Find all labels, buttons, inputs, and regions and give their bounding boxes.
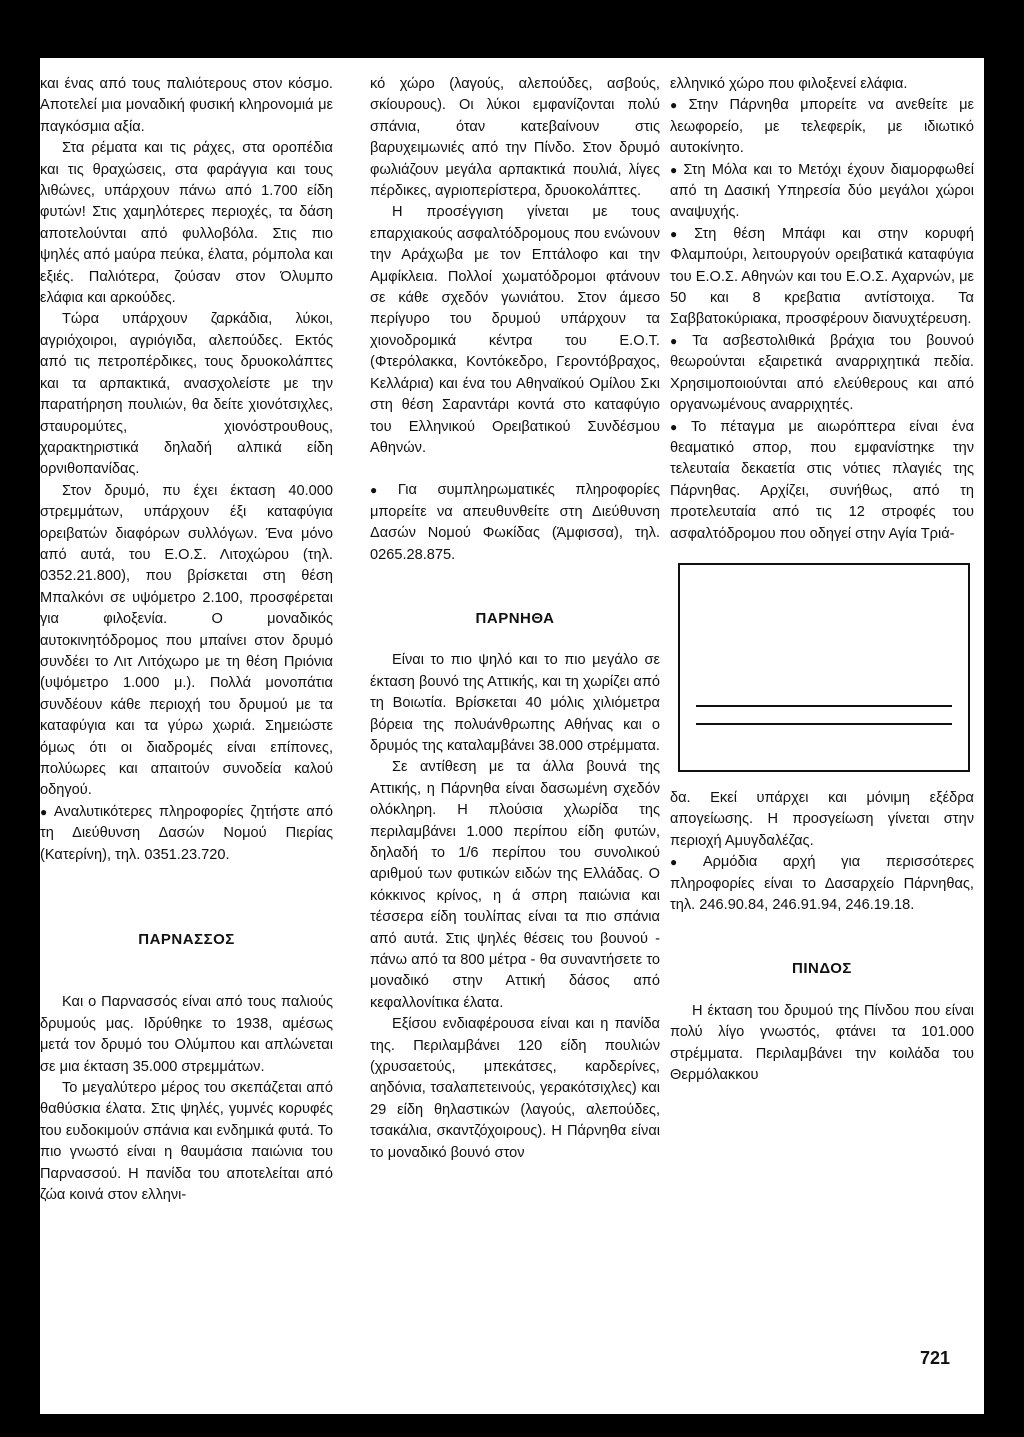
- paragraph: Και ο Παρνασσός είναι από τους παλιούς δρυμούς μας. Ιδρύθηκε το 1938, αμέσως μετά τον δρυμό του Ολύμπου και απλώνεται σε μια έκταση 35.000 στρεμμάτων.: [40, 994, 333, 1075]
- bullet-icon: ●: [370, 483, 394, 498]
- bullet-text: Το πέταγμα με αιωρόπτερα είναι ένα θεαματικό σπορ, που εμφανίστηκε την τελευταία δεκαετία στις νότιες πλαγιές της Πάρνηθας. Αρχίζει, συνήθως, από τη προτελευταία από τις 12 στροφές του ασφαλτόδρομου που οδηγεί στην Αγία Τριά-: [670, 418, 975, 542]
- paragraph: Είναι το πιο ψηλό και το πιο μεγάλο σε έκταση βουνό της Αττικής, και τη χωρίζει από τη Βοιωτία. Βρίσκεται 40 μόλις χιλιόμετρα βόρεια της πολυάνθρωπης Αθήνας και ο δρυμός της καταλαμβάνει 38.000 στρέμματα.: [370, 652, 661, 754]
- bullet-item: [670, 95, 974, 159]
- bullet-item: [370, 480, 660, 566]
- bullet-item: [40, 802, 333, 866]
- bullet-item: [670, 160, 974, 224]
- bullet-text: Για συμπληρωματικές πληροφορίες μπορείτε να απευθυνθείτε στη Διεύθυνση Δασών Νομού Φωκίδας (Άμφισσα), τηλ. 0265.28.875.: [370, 482, 660, 563]
- frame-rule: [696, 705, 952, 707]
- bullet-icon: ●: [670, 333, 689, 348]
- paragraph: Το μεγαλύτερο μέρος του σκεπάζεται από θαθύσκια έλατα. Στις ψηλές, γυμνές κορυφές του ευδοκιμούν σπάνια και ενδημικά φυτά. Το πιο γνωστό είναι η θαυμάσια παιώνια του Παρνασσού. Η πανίδα του αποτελείται από ζώα κοινά στον ελληνι-: [40, 1080, 333, 1204]
- paragraph: Στον δρυμό, πυ έχει έκταση 40.000 στρεμμάτων, υπάρχουν έξι καταφύγια ορειβατών διαφόρων συλλόγων. Ένα μόνο από αυτά, του Ε.Ο.Σ. Λιτοχώρου (τηλ. 0352.21.800), που βρίσκεται στη θέση Μπαλκόνι σε υψόμετρο 2.100, προσφέρεται για φιλοξενία. Ο μοναδικός αυτοκινητόδρομος που μπαίνει στον δρυμό συνδέει το Λιτ Λιτόχωρο με τη θέση Πριόνια (υψόμετρο 1.000 μ.). Πολλά μονοπάτια συνδέουν κάθε περιοχή του δρυμού με τα καταφύγια και τα γύρω χωριά. Σημειώστε όμως ότι οι διαδρομές είναι επίπονες, πολύωρες και απαιτούν συνοδεία καλού οδηγού.: [40, 482, 333, 799]
- bullet-icon: ●: [670, 98, 685, 113]
- bullet-text: Τα ασβεστολιθικά βράχια του βουνού θεωρούνται εξαιρετικά αναρριχητικά πεδία. Χρησιμοποιούνται από ελεύθερους και από οργανωμένους αναρριχητές.: [670, 332, 975, 414]
- paragraph: Εξίσου ενδιαφέρουσα είναι και η πανίδα της. Περιλαμβάνει 120 είδη πουλιών (χρυσαετούς, μπεκάτσες, καρδερίνες, αηδόνια, τσαλαπετεινούς, γερακότσιχλες) και 29 είδη θηλαστικών (λαγούς, αλεπούδες, τσακάλια, σκαντζόχοιρους). Η Πάρνηθα είναι το μοναδικό βουνό στον: [370, 1016, 660, 1161]
- paragraph: Σε αντίθεση με τα άλλα βουνά της Αττικής, η Πάρνηθα είναι δασωμένη σχεδόν ολόκληρη. Η πλούσια χλωρίδα της περιλαμβάνει 1.000 περίπου είδη φυτών, δηλαδή το 1/6 περίπου του συνολικού αριθμού των φυτικών ειδών της Ελλάδας. Ο κόκκινος κρίνος, η ά σπρη παιώνια και τέσσερα είδη τουλίπας είναι τα πιο σπάνια από αυτά. Στις ψηλές θέσεις του βουνού - πάνω από τα 800 μέτρα - θα συναντήσετε το μοναδικό στην Αττική δάσος από κεφαλλονίτικα έλατα.: [370, 759, 660, 1011]
- bullet-icon: ●: [670, 162, 680, 177]
- frame-rule: [696, 723, 952, 725]
- text-panel: [40, 58, 984, 1414]
- bullet-item: [670, 417, 974, 545]
- section-heading-parnassos: ΠΑΡΝΑΣΣΟΣ: [138, 931, 235, 949]
- bullet-text: Στη θέση Μπάφι και στην κορυφή Φλαμπούρι, λειτουργούν ορειβατικά καταφύγια του Ε.Ο.Σ. Αθηνών και του Ε.Ο.Σ. Αχαρνών, με 50 και 8 κρεβατια αντίστοιχα. Τα Σαββατοκύριακα, προσφέρουν διανυχτέρευση.: [670, 225, 975, 328]
- bullet-text: Αναλυτικότερες πληροφορίες ζητήστε από τη Διεύθυνση Δασών Νομού Πιερίας (Κατερίνη), τηλ. 0351.23.720.: [40, 803, 333, 863]
- column-left: [40, 74, 333, 1207]
- paragraph: και ένας από τους παλιότερους στον κόσμο. Αποτελεί μια μοναδική φυσική κληρονομιά με παγκόσμια αξία.: [40, 76, 333, 135]
- bullet-item: [670, 224, 974, 331]
- page-number: 721: [920, 1348, 951, 1368]
- section-heading-parnitha: ΠΑΡΝΗΘΑ: [475, 609, 555, 627]
- section-heading-pindos: ΠΙΝΔΟΣ: [792, 960, 852, 978]
- bullet-text: Στη Μόλα και το Μετόχι έχουν διαμορφωθεί από τη Δασική Υπηρεσία δύο μεγάλοι χώροι αναψυχής.: [670, 161, 974, 221]
- paragraph: ελληνικό χώρο που φιλοξενεί ελάφια.: [670, 76, 908, 92]
- column-middle: [370, 74, 660, 1164]
- bullet-icon: ●: [670, 419, 687, 434]
- paragraph: Τώρα υπάρχουν ζαρκάδια, λύκοι, αγριόχοιροι, αγριόγιδα, αλεπούδες. Εκτός από τις πετροπέρδικες, τους δρυοκολάπτες και τα αρπακτικά, ανασχολείστε με την παρατήρηση πουλιών, θα δείτε χιονότσιχλες, σταυρομύτες, χιονόστρουθους, χαρακτηριστικά δηλαδή αλπικά είδη ορνιθοπανίδας.: [40, 311, 333, 478]
- paragraph: Στα ρέματα και τις ράχες, στα οροπέδια και τις θραχώσεις, στα φαράγγια και τους λιθώνες, υπάρχουν πάνω από 1.700 είδη φυτών! Στις χαμηλότερες περιοχές, τα δάση αποτελούνται από φυλλοβόλα. Στις πιο ψηλές από μαύρα πεύκα, έλατα, ρόμπολα και εξιές. Παλιότερα, ζούσαν στον Όλυμπο ελάφια και αρκούδες.: [40, 140, 333, 307]
- image-placeholder-frame: [678, 563, 970, 772]
- paragraph: Η έκταση του δρυμού της Πίνδου που είναι πολύ λίγο γνωστός, φτάνει τα 101.000 στρέμματα. Περιλαμβάνει την κοιλάδα του Θερμόλακκου: [670, 1002, 974, 1083]
- paragraph: κό χώρο (λαγούς, αλεπούδες, ασβούς, σκίουρους). Οι λύκοι εμφανίζονται πολύ σπάνια, όταν κατεβαίνουν στις βαρυχειμωνιές από την Πίνδο. Στον δρυμό φωλιάζουν μεγάλα αρπακτικά πουλιά, λίγες πέρδικες, αγριοπερίστερα, δρυοκολάπτες.: [370, 76, 660, 200]
- bullet-icon: ●: [40, 804, 50, 819]
- bullet-text: Στην Πάρνηθα μπορείτε να ανεθείτε με λεωφορείο, με τελεφερίκ, με ιδιωτικό αυτοκίνητο.: [670, 97, 975, 157]
- bullet-icon: ●: [670, 226, 691, 241]
- paragraph: δα. Εκεί υπάρχει και μόνιμη εξέδρα απογείωσης. Η προσγείωση γίνεται στην περιοχή Αμυγδαλέζας.: [670, 789, 974, 849]
- paragraph: Η προσέγγιση γίνεται με τους επαρχιακούς ασφαλτόδρομους που ενώνουν την Αράχωβα με τον Επτάλοφο και την Αμφίκλεια. Πολλοί χωματόδρομοι φτάνουν σε κάθε σχεδόν γωνιάτου. Στον άμεσο περίγυρο του δρυμού υπάρχουν τα χιονοδρομικά κέντρα του Ε.Ο.Τ. (Φτερόλακκα, Κοντόκεδρο, Γεροντόβραχος, Κελλάρια) και ένα του Αθηναϊκού Ομίλου Σκι στη θέση Σαραντάρι κοντά στο καταφύγιο του Ελληνικού Ορειβατικού Συνδέσμου Αθηνών.: [370, 204, 660, 456]
- bullet-item: [670, 852, 974, 916]
- bullet-icon: ●: [670, 855, 699, 870]
- bullet-item: [670, 331, 974, 417]
- column-right: [670, 74, 974, 1086]
- bullet-text: Αρμόδια αρχή για περισσότερες πληροφορίες είναι το Δασαρχείο Πάρνηθας, τηλ. 246.90.84, 246.91.94, 246.19.18.: [670, 854, 974, 913]
